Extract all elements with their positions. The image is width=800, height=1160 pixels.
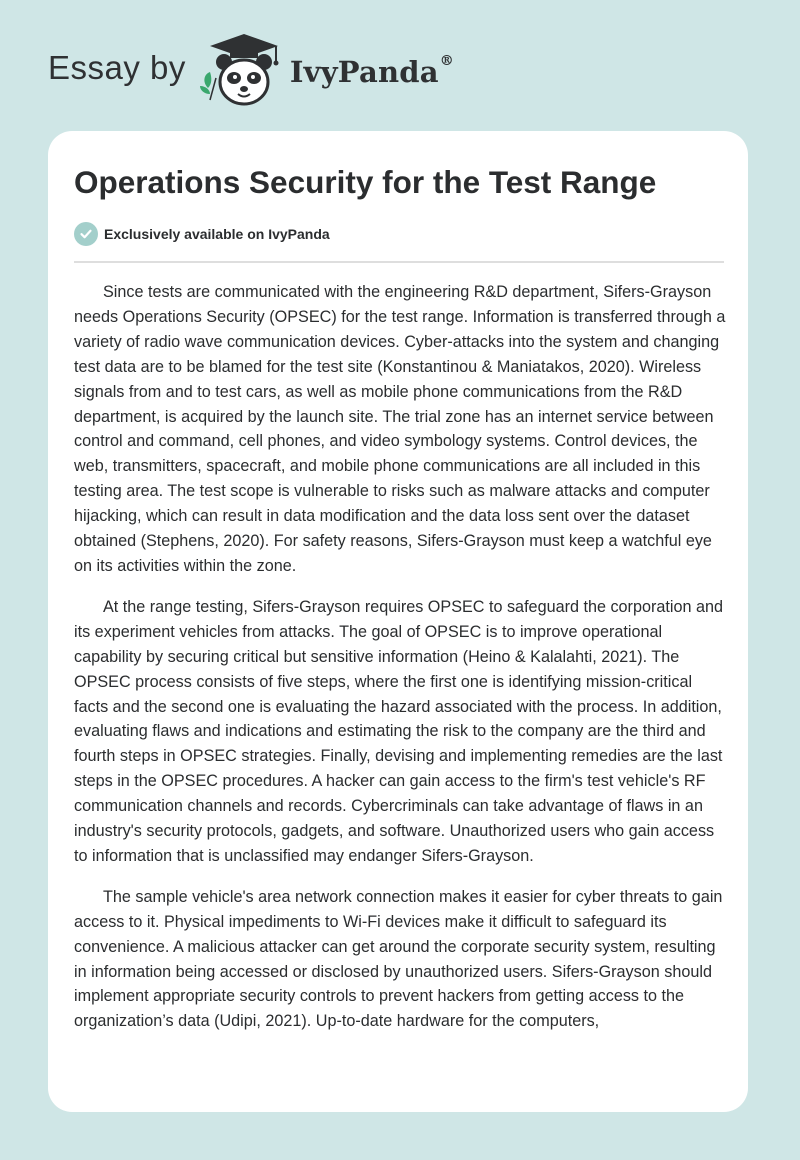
exclusive-badge [74,222,330,246]
paragraph-3: The sample vehicle's area network connection makes it easier for cyber threats to gain access to it. Physical impediments to Wi-Fi devices make it difficult to safeguard its convenience. A malicious attacker can get around the corporate security system, resulting in information being accessed or disclosed by unauthorized users. Sifers-Grayson should implement appropriate security controls to prevent hackers from getting access to the organization’s data (Udipi, 2021). Up-to-date hardware for the computers, [74,887,723,1031]
essay-by-text: Essay by [48,49,186,86]
check-circle-icon [74,222,98,246]
panda-graduation-cap-icon [198,32,286,108]
paragraph-2: At the range testing, Sifers-Grayson requires OPSEC to safeguard the corporation and its experiment vehicles from attacks. The goal of OPSEC is to improve operational capability by securing critical but sensitive information (Heino & Kalalahti, 2021). The OPSEC process consists of five steps, where the first one is identifying mission-critical facts and the second one is evaluating the hazard associated with the process. In addition, evaluating flaws and indications and estimating the risk to the company are the third and fourth steps in OPSEC strategies. Finally, devising and implementing remedies are the last steps in the OPSEC procedures. A hacker can gain access to the firm's test vehicle's RF communication channels and records. Cybercriminals can take advantage of flaws in an industry's security protocols, gadgets, and software. Unauthorized users who gain access to information that is unclassified may endanger Sifers-Grayson. [74,597,723,865]
paragraph-1: Since tests are communicated with the engineering R&D department, Sifers-Grayson needs Operations Security (OPSEC) for the test range. Information is transferred through a variety of radio wave communication devices. Cyber-attacks into the system and changing test data are to be blamed for the test site (Konstantinou & Maniatakos, 2020). Wireless signals from and to test cars, as well as mobile phone communications from the R&D department, is acquired by the launch site. The trial zone has an internet service between control and command, cell phones, and video symbology systems. Control devices, the web, transmitters, spacecraft, and mobile phone communications are all included in this testing area. The test scope is vulnerable to risks such as malware attacks and computer hijacking, which can result in data modification and the data loss sent over the dataset obtained (Stephens, 2020). For safety reasons, Sifers-Grayson must keep a watchful eye on its activities within the zone. [74,283,726,575]
brand-logo-link[interactable] [48,32,454,108]
brand-name-text: IvyPanda [289,55,439,89]
site-header [0,0,800,130]
essay-body [74,280,728,1050]
registered-mark: ® [439,53,454,69]
page-title: Operations Security for the Test Range [74,164,657,200]
brand-name [290,55,454,89]
essay-card [48,131,748,1112]
exclusive-label: Exclusively available on IvyPanda [104,226,330,242]
title-divider [74,261,724,263]
